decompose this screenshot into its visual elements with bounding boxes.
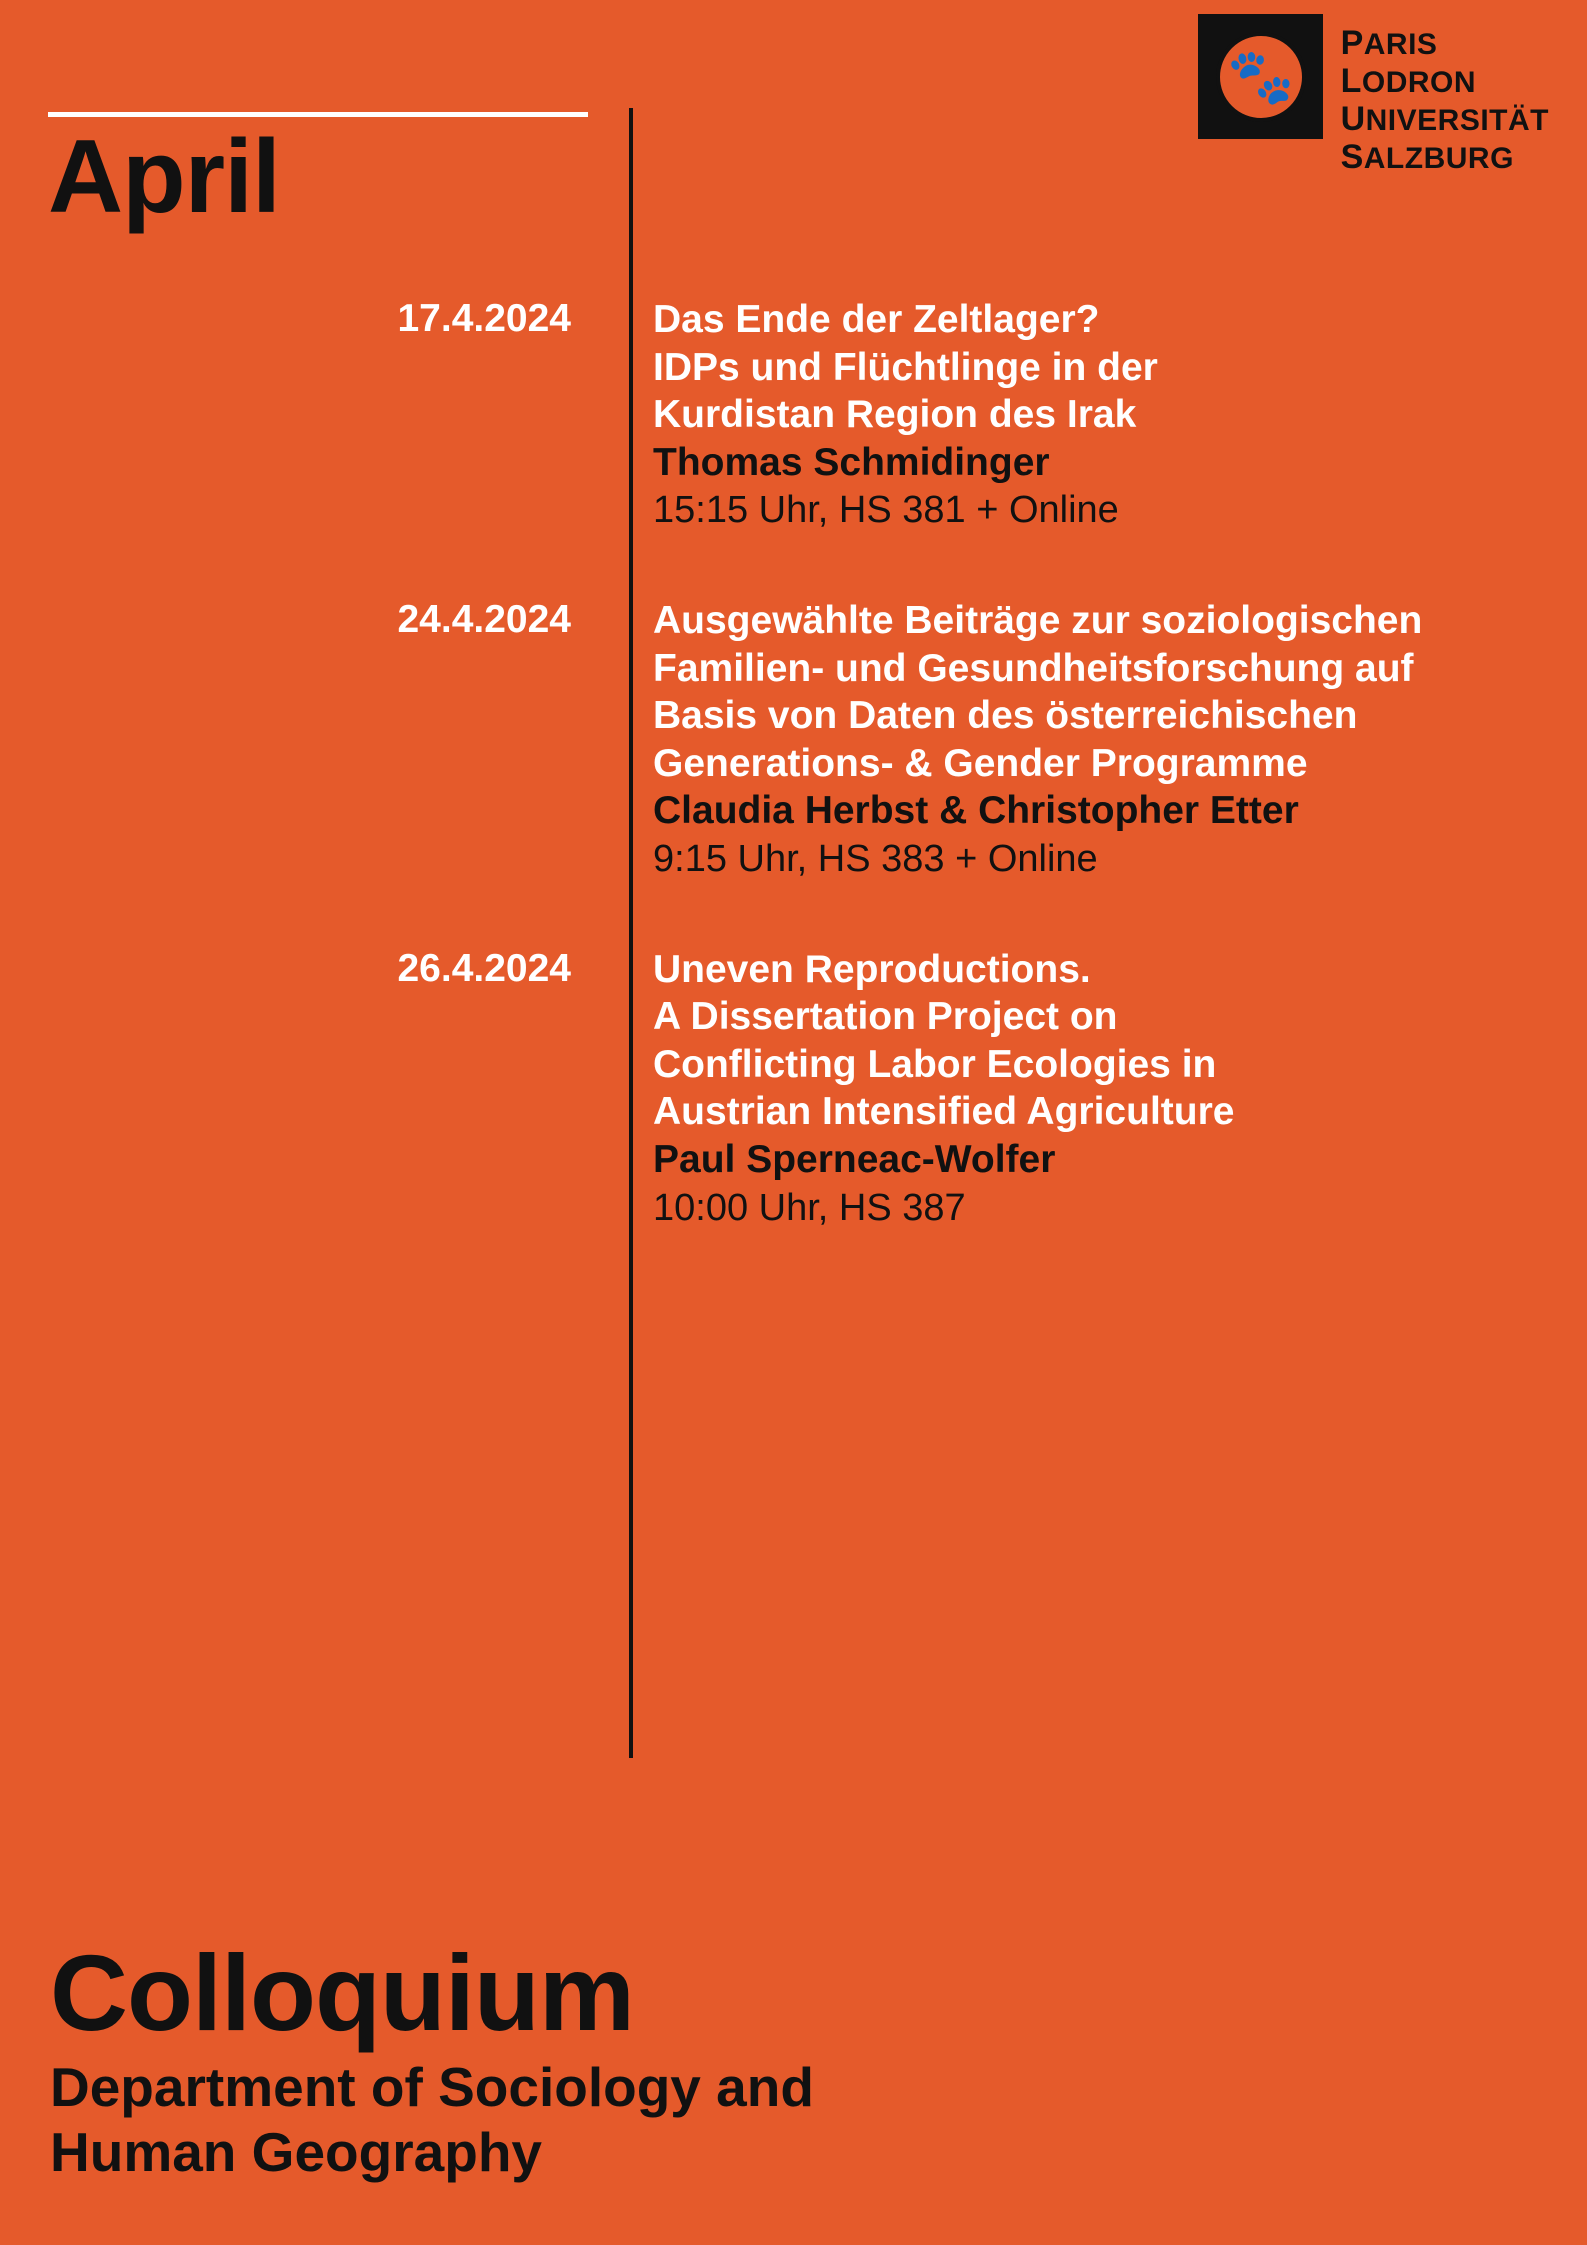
- logo-line-4-rest: ALZBURG: [1363, 142, 1514, 176]
- month-rule: [48, 112, 588, 117]
- list-item: [0, 296, 1587, 535]
- lion-glyph: 🐾: [1226, 47, 1295, 107]
- event-details: 10:00 Uhr, HS 387: [653, 1186, 966, 1229]
- event-date: 24.4.2024: [397, 597, 571, 641]
- event-details: 15:15 Uhr, HS 381 + Online: [653, 489, 1119, 532]
- logo-line-3-cap: U: [1340, 100, 1366, 139]
- logo-line-4: [1341, 138, 1549, 176]
- event-details: 9:15 Uhr, HS 383 + Online: [653, 838, 1098, 881]
- list-item: [0, 597, 1587, 884]
- logo-line-2-rest: ODRON: [1361, 66, 1477, 100]
- event-body: [653, 946, 1513, 1233]
- university-logo-text: [1341, 14, 1549, 176]
- event-speaker: Thomas Schmidinger: [653, 440, 1050, 484]
- month-title: April: [48, 119, 280, 235]
- event-title: Uneven Reproductions. A Dissertation Project on Conflicting Labor Ecologies in Austrian Intensified Agriculture: [653, 947, 1235, 1134]
- event-title: Das Ende der Zeltlager? IDPs und Flüchtlinge in der Kurdistan Region des Irak: [653, 298, 1158, 437]
- event-date: 26.4.2024: [397, 946, 571, 990]
- event-date: 17.4.2024: [397, 297, 571, 340]
- event-title: Ausgewählte Beiträge zur soziologischen Familien- und Gesundheitsforschung auf Basis von Daten des österreichischen Generations- & Gender Programme: [653, 598, 1423, 785]
- event-speaker: Claudia Herbst & Christopher Etter: [653, 789, 1299, 833]
- logo-line-4-cap: S: [1340, 138, 1364, 177]
- event-list: [0, 296, 1587, 1294]
- seal-circle: [1216, 32, 1306, 122]
- logo-line-3: [1341, 100, 1549, 138]
- logo-line-1-cap: P: [1340, 24, 1364, 62]
- list-item: [0, 946, 1587, 1233]
- logo-line-2-cap: L: [1340, 62, 1362, 101]
- logo-line-1-rest: ARIS: [1363, 28, 1438, 61]
- event-body: [653, 296, 1513, 535]
- logo-line-1: [1341, 24, 1549, 62]
- logo-line-3-rest: NIVERSITÄT: [1365, 104, 1549, 138]
- event-body: [653, 597, 1513, 884]
- event-speaker: Paul Sperneac-Wolfer: [653, 1137, 1056, 1181]
- poster-footer: [50, 1931, 814, 2185]
- footer-subtitle: Department of Sociology and Human Geography: [50, 2056, 814, 2184]
- university-crest-icon: [1198, 14, 1323, 139]
- footer-title: Colloquium: [50, 1931, 634, 2053]
- logo-line-2: [1341, 62, 1549, 100]
- university-logo: [1198, 14, 1549, 176]
